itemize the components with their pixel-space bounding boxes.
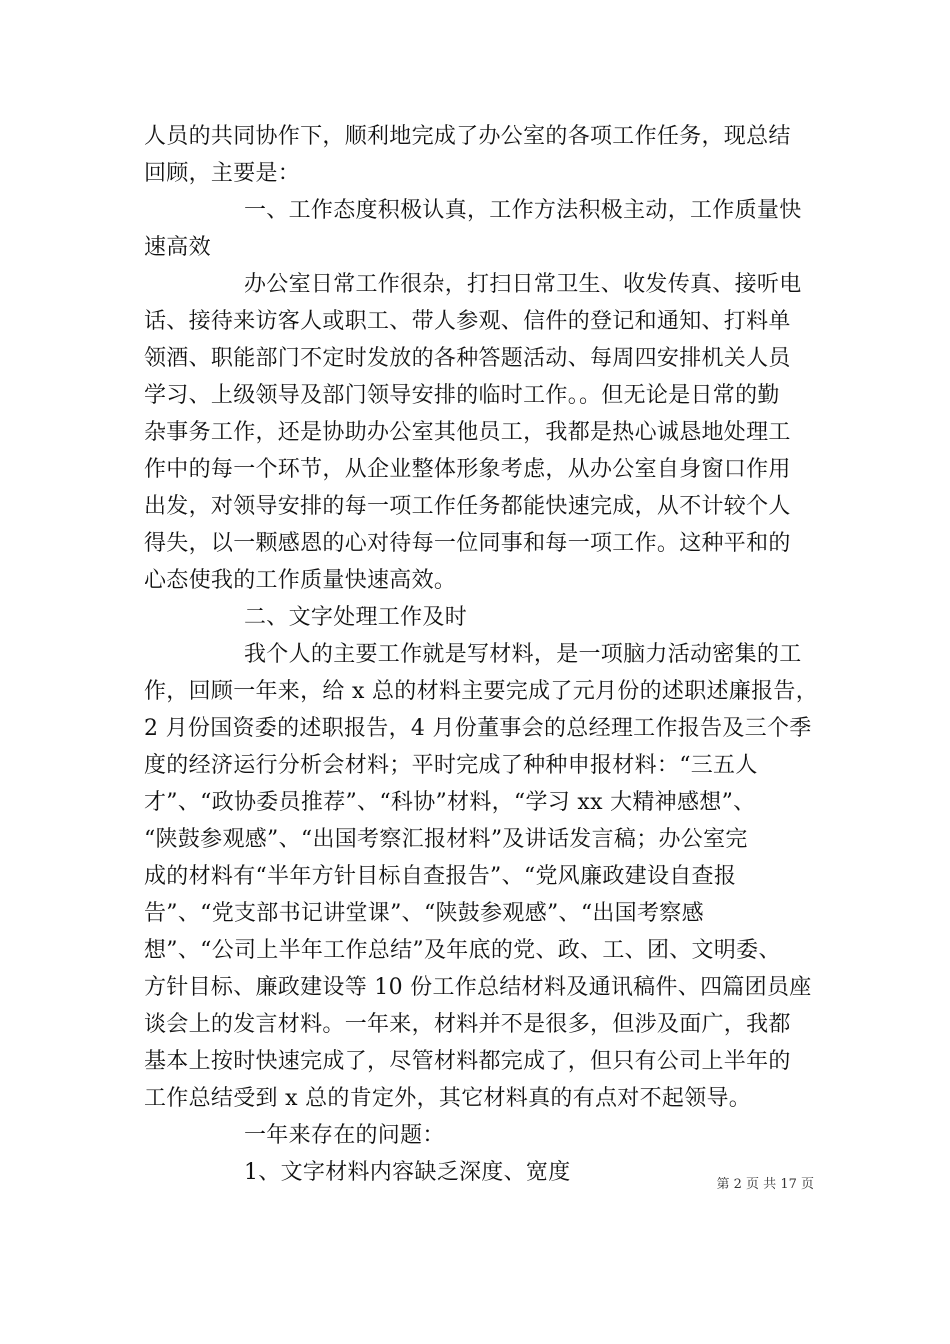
paragraph-line: 才”、“政协委员推荐”、“科协”材料，“学习 xx 大精神感想”、 <box>144 790 756 815</box>
paragraph-line: 领酒、职能部门不定时发放的各种答题活动、每周四安排机关人员 <box>144 346 791 371</box>
paragraph-line: 学习、上级领导及部门领导安排的临时工作。。但无论是日常的勤 <box>144 383 780 408</box>
paragraph-line: 回顾，主要是： <box>144 161 301 186</box>
paragraph-line: 作中的每一个环节，从企业整体形象考虑，从办公室自身窗口作用 <box>144 457 791 482</box>
paragraph-line: 出发，对领导安排的每一项工作任务都能快速完成，从不计较个人 <box>144 494 791 519</box>
paragraph-line: 度的经济运行分析会材料；平时完成了种种申报材料：“三五人 <box>144 753 758 778</box>
paragraph-line: 工作总结受到 x 总的肯定外，其它材料真的有点对不起领导。 <box>144 1086 752 1111</box>
paragraph-line: “陕鼓参观感”、“出国考察汇报材料”及讲话发言稿；办公室完 <box>144 827 748 852</box>
paragraph-line: 话、接待来访客人或职工、带人参观、信件的登记和通知、打料单 <box>144 309 791 334</box>
paragraph-line: 方针目标、廉政建设等 10 份工作总结材料及通讯稿件、四篇团员座 <box>144 975 812 1000</box>
section-heading-line: 二、文字处理工作及时 <box>244 605 468 630</box>
list-item-line: 1、文字材料内容缺乏深度、宽度 <box>244 1160 571 1185</box>
paragraph-line: 作，回顾一年来，给 x 总的材料主要完成了元月份的述职述廉报告， <box>144 679 818 704</box>
section-heading-line: 一年来存在的问题： <box>244 1123 445 1148</box>
paragraph-line: 我个人的主要工作就是写材料，是一项脑力活动密集的工 <box>244 642 802 667</box>
paragraph-line: 基本上按时快速完成了，尽管材料都完成了，但只有公司上半年的 <box>144 1049 791 1074</box>
paragraph-line: 得失，以一颗感恩的心对待每一位同事和每一项工作。这种平和的 <box>144 531 791 556</box>
paragraph-line: 谈会上的发言材料。一年来，材料并不是很多，但涉及面广，我都 <box>144 1012 791 1037</box>
paragraph-line: 2 月份国资委的述职报告，4 月份董事会的总经理工作报告及三个季 <box>144 716 812 741</box>
page-number-footer: 第 2 页 共 17 页 <box>716 1177 814 1192</box>
section-heading-line: 速高效 <box>144 235 211 260</box>
paragraph-line: 成的材料有“半年方针目标自查报告”、“党风廉政建设自查报 <box>144 864 737 889</box>
paragraph-line: 想”、“公司上半年工作总结”及年底的党、政、工、团、文明委、 <box>144 938 781 963</box>
paragraph-line: 告”、“党支部书记讲堂课”、“陕鼓参观感”、“出国考察感 <box>144 901 704 926</box>
paragraph-line: 人员的共同协作下，顺利地完成了办公室的各项工作任务，现总结 <box>144 124 791 149</box>
paragraph-line: 杂事务工作，还是协助办公室其他员工，我都是热心诚恳地处理工 <box>144 420 791 445</box>
paragraph-line: 心态使我的工作质量快速高效。 <box>144 568 457 593</box>
section-heading-line: 一、工作态度积极认真，工作方法积极主动，工作质量快 <box>244 198 802 223</box>
body-text <box>144 118 818 1191</box>
paragraph-line: 办公室日常工作很杂，打扫日常卫生、收发传真、接听电 <box>244 272 802 297</box>
